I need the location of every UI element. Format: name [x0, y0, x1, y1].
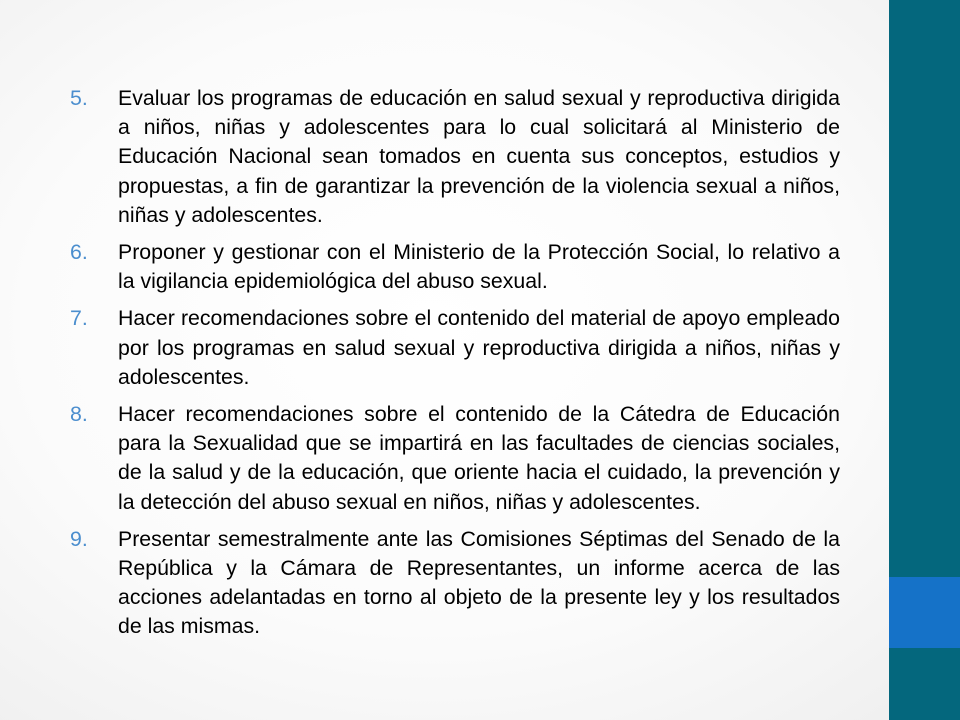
list-item-text: Hacer recomendaciones sobre el contenido del material de apoyo empleado por los programas en salud sexual y reproductiva dirigida a niños, niñas y adolescentes. [118, 306, 840, 389]
list-item-text: Evaluar los programas de educación en salud sexual y reproductiva dirigida a niños, niñas y adolescentes para lo cual solicitará al Ministerio de Educación Nacional sean tomados en cuenta sus conceptos, estudios y propuestas, a fin de garantizar la prevención de la violencia sexual a niños, niñas y adolescentes. [118, 86, 840, 227]
list-item-number: 6. [70, 240, 88, 265]
list-item [70, 84, 840, 230]
list-item-number: 5. [70, 86, 88, 110]
list-item-number: 7. [70, 306, 88, 331]
list-item-text: Presentar semestralmente ante las Comisiones Séptimas del Senado de la República y la Cámara de Representantes, un informe acerca de las acciones adelantadas en torno al objeto de la presente ley y los resultados de las mismas. [118, 526, 840, 639]
list-item-number: 9. [70, 526, 88, 551]
list-item-number: 8. [70, 402, 88, 427]
list-item [70, 525, 840, 642]
list-item-text: Hacer recomendaciones sobre el contenido de la Cátedra de Educación para la Sexualidad que se impartirá en las facultades de ciencias sociales, de la salud y de la educación, que oriente hacia el cuidado, la prevención y la detección del abuso sexual en niños, niñas y adolescentes. [118, 402, 840, 514]
list-item-text: Proponer y gestionar con el Ministerio de la Protección Social, lo relativo a la vigilancia epidemiológica del abuso sexual. [118, 240, 840, 294]
sidebar-accent-square [889, 577, 960, 648]
numbered-list [70, 84, 840, 650]
list-item [70, 304, 840, 392]
list-item [70, 238, 840, 296]
list-item [70, 400, 840, 517]
